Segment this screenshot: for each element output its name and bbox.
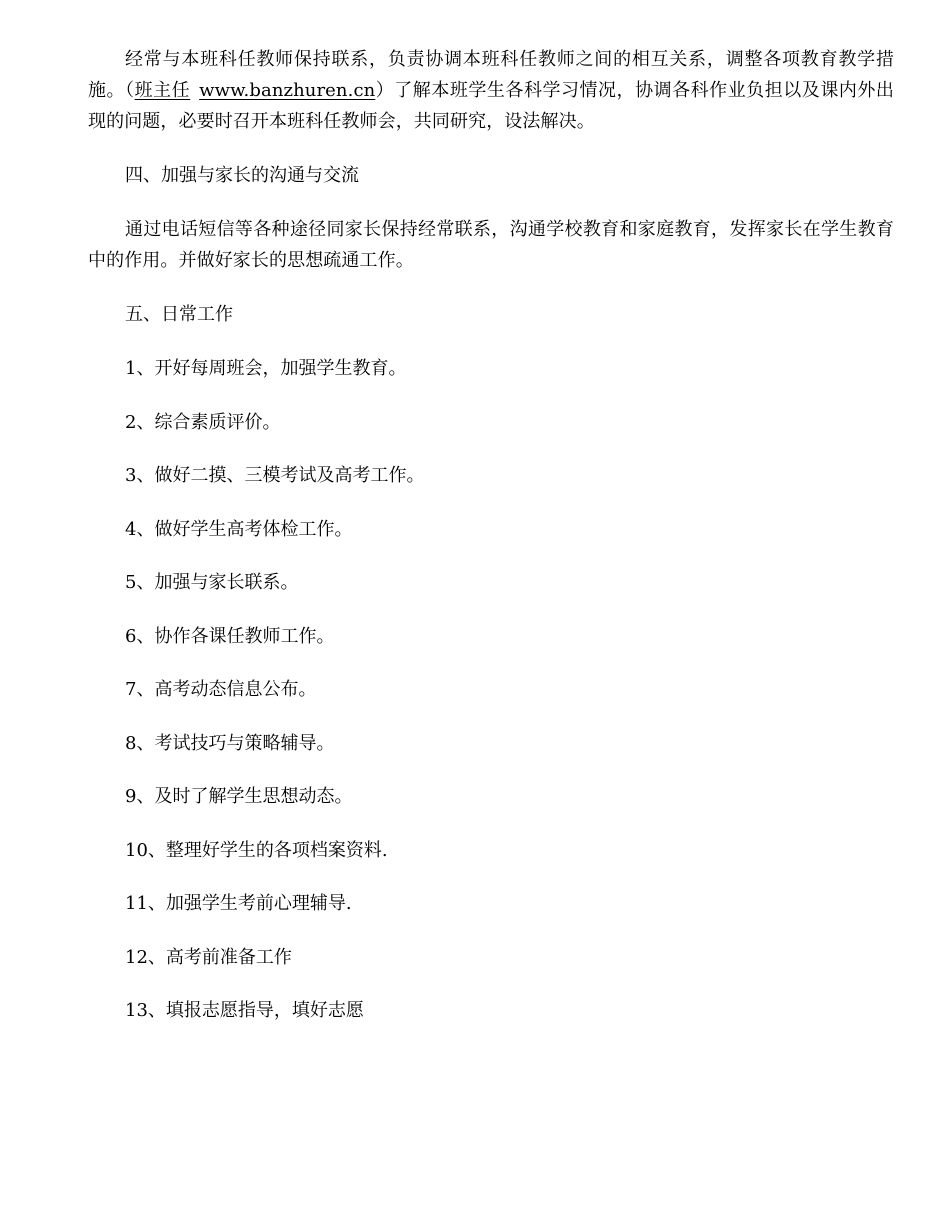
banzhuren-url-link[interactable]: www.banzhuren.cn	[199, 80, 376, 101]
list-item: 12、高考前准备工作	[125, 946, 292, 968]
daily-work-list	[88, 353, 894, 1049]
list-item: 7、高考动态信息公布。	[125, 679, 317, 700]
list-item: 5、加强与家长联系。	[125, 572, 299, 593]
paragraph-parent-communication: 通过电话短信等各种途径同家长保持经常联系，沟通学校教育和家庭教育，发挥家长在学生教育中的作用。并做好家长的思想疏通工作。	[88, 219, 894, 271]
list-item: 10、整理好学生的各项档案资料.	[125, 839, 388, 861]
list-item: 1、开好每周班会，加强学生教育。	[125, 358, 407, 379]
list-item: 3、做好二摸、三模考试及高考工作。	[125, 465, 425, 486]
paragraph-text-before: 经常与本班科任教师保持联系，负责协调本班科任教师之间的相互关系，调整各项教育教学措施。（	[88, 49, 894, 101]
list-item: 8、考试技巧与策略辅导。	[125, 732, 335, 754]
list-item: 9、及时了解学生思想动态。	[125, 786, 353, 807]
list-item: 2、综合素质评价。	[125, 411, 281, 433]
list-item: 4、做好学生高考体检工作。	[125, 518, 353, 540]
paragraph-text-after: ）了解本班学生各科学习情况，协调各科作业负担以及课内外出现的问题，必要时召开本班科任教师会，共同研究，设法解决。	[88, 80, 894, 132]
document-body	[88, 44, 894, 1049]
banzhuren-link[interactable]: 班主任	[134, 80, 191, 101]
list-item: 6、协作各课任教师工作。	[125, 625, 335, 647]
list-item: 11、加强学生考前心理辅导.	[125, 893, 352, 914]
section-heading-daily-work: 五、日常工作	[125, 304, 233, 325]
paragraph-teacher-coordination	[88, 44, 894, 137]
list-item: 13、填报志愿指导，填好志愿	[125, 1000, 364, 1021]
section-heading-parents: 四、加强与家长的沟通与交流	[125, 165, 359, 186]
